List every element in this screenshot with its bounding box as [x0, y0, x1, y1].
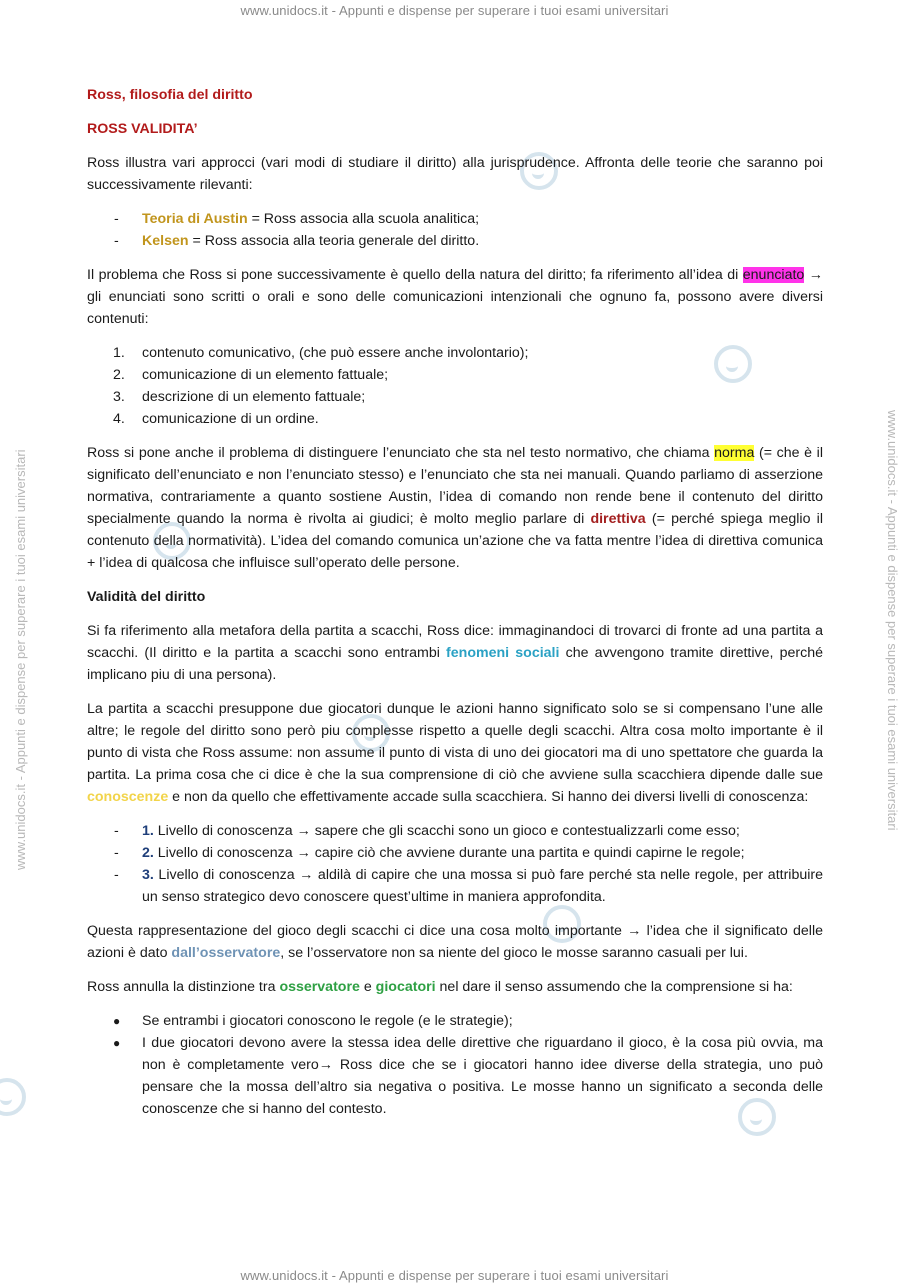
- list-marker: 1.: [113, 345, 125, 361]
- text-run: La partita a scacchi presuppone due giocatori dunque le azioni hanno significato solo se si compensano l’une alle altre; le regole del diritto sono però piu complesse rispetto a quelle degli scacchi. Altra cosa molto importante è il punto di vista che Ross assume: non assume il punto di vista di uno dei giocatori ma di uno spettatore che guarda la partita. La prima cosa che ci dice è che la sua comprensione di ciò che avviene sulla scacchiera dipende dalle sue: [87, 701, 823, 783]
- paragraph-partita: [87, 698, 823, 808]
- understanding-list: [87, 1010, 823, 1120]
- term-conoscenze: conoscenze: [87, 789, 169, 805]
- list-item-text: = Ross associa alla scuola analitica;: [247, 211, 480, 227]
- theories-list: [87, 208, 823, 252]
- paragraph-norma: [87, 442, 823, 574]
- level-number: 1.: [142, 823, 154, 839]
- list-item-text: contenuto comunicativo, (che può essere anche involontario);: [142, 345, 529, 361]
- list-item-text: comunicazione di un ordine.: [142, 411, 319, 427]
- text-run: e non da quello che effettivamente accade sulla scacchiera. Si hanno dei diversi livelli di conoscenza:: [168, 789, 809, 805]
- term-giocatori: giocatori: [375, 979, 436, 995]
- list-item: [87, 208, 823, 230]
- level-number: 3.: [142, 867, 154, 883]
- list-marker: -: [114, 211, 119, 227]
- section-heading: ROSS VALIDITA’: [87, 121, 198, 137]
- list-item-text: Livello di conoscenza → aldilà di capire che una mossa si può fare perché sta nelle regole, per attribuire un senso strategico devo conoscere quest’ultime in maniera approfondita.: [142, 867, 823, 905]
- term-direttiva: direttiva: [590, 511, 646, 527]
- highlight-norma: norma: [714, 445, 755, 461]
- list-marker: -: [114, 867, 119, 883]
- level-number: 2.: [142, 845, 154, 861]
- list-item-text: I due giocatori devono avere la stessa idea delle direttive che riguardano il gioco, è la cosa più ovvia, ma non è completamente vero→ Ross dice che se i giocatori hanno idee diverse della strategia, uno può pensare che la mossa dell’altro sia negativa o positiva. Le mosse hanno un significato a seconda delle conoscenze che si hanno del contesto.: [142, 1035, 823, 1117]
- list-item: [87, 842, 823, 864]
- paragraph-scacchi: [87, 620, 823, 686]
- text-run: che avvengono tramite direttive, perché implicano piu di una persona).: [87, 645, 823, 683]
- text-run: (= perché spiega meglio il contenuto della normatività). L’idea del comando comunica un’azione che va fatta mentre l’idea di direttiva comunica + l’idea di qualcosa che influisce sull’operato delle persone.: [87, 511, 823, 571]
- watermark-logo-icon: [0, 1078, 26, 1116]
- list-marker: -: [114, 845, 119, 861]
- paragraph-distinzione: [87, 976, 823, 998]
- text-run: → gli enunciati sono scritti o orali e sono delle comunicazioni intenzionali che ognuno fa, possono avere diversi contenuti:: [87, 267, 823, 327]
- list-item: [87, 342, 823, 364]
- term-fenomeni-sociali: fenomeni sociali: [446, 645, 560, 661]
- text-run: e: [359, 979, 376, 995]
- term-austin: Teoria di Austin: [142, 211, 248, 227]
- term-kelsen: Kelsen: [142, 233, 189, 249]
- list-item: [87, 408, 823, 430]
- text-run: (= che è il significato dell’enunciato e non l’enunciato stesso) e l’enunciato che sta nei manuali. Quando parliamo di asserzione normativa, contrariamente a quanto sostiene Austin, l’idea di comando non rende bene il contenuto del diritto specialmente quando la norma è rivolta ai giudici; è molto meglio parlare di: [87, 445, 823, 527]
- text-run: Il problema che Ross si pone successivamente è quello della natura del diritto; fa riferimento all’idea di: [87, 267, 743, 283]
- text-run: Ross si pone anche il problema di distinguere l’enunciato che sta nel testo normativo, che chiama: [87, 445, 715, 461]
- list-item-text: comunicazione di un elemento fattuale;: [142, 367, 389, 383]
- list-item-text: Se entrambi i giocatori conoscono le regole (e le strategie);: [142, 1013, 513, 1029]
- footer-watermark-banner: www.unidocs.it - Appunti e dispense per superare i tuoi esami universitari: [240, 1268, 669, 1283]
- term-dall-osservatore: dall’osservatore: [171, 945, 281, 961]
- text-run: Ross annulla la distinzione tra: [87, 979, 280, 995]
- subheading-validita: Validità del diritto: [87, 589, 206, 605]
- list-marker: -: [114, 823, 119, 839]
- right-watermark-text: www.unidocs.it - Appunti e dispense per superare i tuoi esami universitari: [885, 410, 900, 831]
- text-run: Si fa riferimento alla metafora della partita a scacchi, Ross dice: immaginandoci di trovarci di fronte ad una partita a scacchi. (Il diritto e la partita a scacchi sono entrambi: [87, 623, 823, 661]
- bullet-icon: ●: [113, 1036, 121, 1050]
- list-marker: 3.: [113, 389, 125, 405]
- list-item-text: Livello di conoscenza → sapere che gli scacchi sono un gioco e contestualizzarli come esso;: [153, 823, 740, 839]
- paragraph-enunciato: [87, 264, 823, 330]
- highlight-enunciato: enunciato: [742, 267, 805, 283]
- list-item-text: Livello di conoscenza → capire ciò che avviene durante una partita e quindi capirne le regole;: [153, 845, 745, 861]
- text-run: nel dare il senso assumendo che la comprensione si ha:: [435, 979, 793, 995]
- list-item: [87, 230, 823, 252]
- term-osservatore: osservatore: [279, 979, 360, 995]
- left-watermark-text: www.unidocs.it - Appunti e dispense per superare i tuoi esami universitari: [13, 449, 28, 870]
- list-item-text: = Ross associa alla teoria generale del diritto.: [188, 233, 480, 249]
- text-run: Questa rappresentazione del gioco degli scacchi ci dice una cosa molto importante → l’idea che il significato delle azioni è dato: [87, 923, 823, 961]
- contents-list: [87, 342, 823, 430]
- paragraph-intro: Ross illustra vari approcci (vari modi di studiare il diritto) alla jurisprudence. Affronta delle teorie che saranno poi successivamente rilevanti:: [87, 155, 823, 193]
- list-item-text: descrizione di un elemento fattuale;: [142, 389, 366, 405]
- header-watermark-banner: www.unidocs.it - Appunti e dispense per superare i tuoi esami universitari: [240, 3, 669, 18]
- list-item: [87, 864, 823, 908]
- list-item: [87, 386, 823, 408]
- list-item: [87, 364, 823, 386]
- list-marker: 4.: [113, 411, 125, 427]
- document-page: [87, 84, 823, 1132]
- text-run: , se l’osservatore non sa niente del gioco le mosse saranno casuali per lui.: [280, 945, 748, 961]
- list-marker: -: [114, 233, 119, 249]
- bullet-icon: ●: [113, 1014, 121, 1028]
- paragraph-osservatore: [87, 920, 823, 964]
- list-item: [87, 1032, 823, 1120]
- list-item: [87, 820, 823, 842]
- list-marker: 2.: [113, 367, 125, 383]
- levels-list: [87, 820, 823, 908]
- list-item: [87, 1010, 823, 1032]
- document-title: Ross, filosofia del diritto: [87, 87, 253, 103]
